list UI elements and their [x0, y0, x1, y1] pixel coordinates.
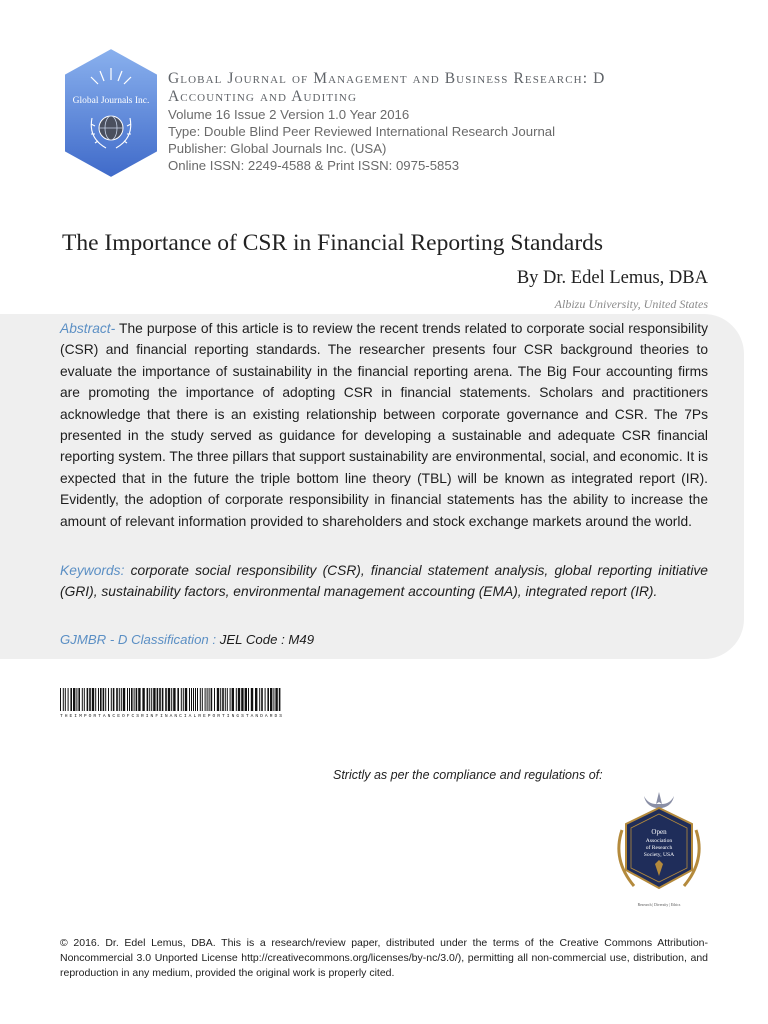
journal-header: [168, 70, 728, 174]
article-author: By Dr. Edel Lemus, DBA: [516, 268, 708, 288]
seal-line2: Association: [645, 838, 673, 844]
barcode-bar: [111, 688, 112, 711]
barcode-bar: [241, 688, 243, 711]
globe-icon: [99, 116, 123, 140]
barcode-bar: [222, 688, 224, 711]
barcode-bar: [138, 688, 140, 711]
barcode-bar: [270, 688, 272, 711]
barcode-bar: [76, 688, 77, 711]
barcode-bar: [183, 688, 184, 711]
barcode-bar: [162, 688, 164, 711]
barcode-bar: [205, 688, 206, 711]
barcode-bar: [267, 688, 269, 711]
keywords: [60, 560, 708, 603]
barcode-bar: [173, 688, 175, 711]
journal-type: Type: Double Blind Peer Reviewed International Research Journal: [168, 124, 556, 139]
trident-icon: [644, 792, 674, 808]
barcode-bar: [230, 688, 231, 711]
classification-text: JEL Code : M49: [216, 632, 315, 647]
barcode-bar: [193, 688, 194, 711]
barcode: [60, 688, 282, 718]
barcode-bar: [127, 688, 128, 711]
barcode-bar: [177, 688, 179, 711]
seal-line3: of Research: [645, 845, 673, 851]
seal-line1: Open: [651, 828, 667, 836]
barcode-bar: [195, 688, 196, 711]
barcode-bar: [151, 688, 152, 711]
barcode-bar: [185, 688, 187, 711]
barcode-bar: [211, 688, 213, 711]
barcode-bar: [168, 688, 170, 711]
barcode-bar: [89, 688, 91, 711]
barcode-bar: [255, 688, 257, 711]
barcode-bar: [119, 688, 120, 711]
classification-label: GJMBR - D Classification :: [60, 632, 217, 647]
barcode-bar: [238, 688, 240, 711]
barcode-bar: [197, 688, 198, 711]
barcode-bar: [157, 688, 159, 711]
barcode-bar: [116, 688, 118, 711]
barcode-bar: [142, 688, 144, 711]
keywords-label: Keywords:: [60, 563, 125, 578]
barcode-bar: [227, 688, 228, 711]
journal-name-line2: Accounting and Auditing: [168, 88, 358, 105]
barcode-bar: [189, 688, 190, 711]
barcode-bar: [131, 688, 133, 711]
barcode-bar: [214, 688, 215, 711]
barcode-bar: [121, 688, 122, 711]
barcode-bar: [100, 688, 102, 711]
barcode-bar: [136, 688, 138, 711]
barcode-bar: [202, 688, 203, 711]
barcode-bar: [165, 688, 167, 711]
barcode-bar: [159, 688, 161, 711]
barcode-bar: [149, 688, 150, 711]
barcode-bar: [273, 688, 274, 711]
barcode-bar: [209, 688, 210, 711]
barcode-bar: [70, 688, 72, 711]
logo-text: Global Journals Inc.: [72, 96, 150, 106]
barcode-bar: [259, 688, 260, 711]
journal-publisher: Publisher: Global Journals Inc. (USA): [168, 141, 387, 156]
barcode-bar: [134, 688, 135, 711]
barcode-bar: [171, 688, 172, 711]
barcode-bar: [225, 688, 226, 711]
barcode-bar: [181, 688, 182, 711]
barcode-bar: [105, 688, 106, 711]
barcode-bar: [248, 688, 249, 711]
article-title: The Importance of CSR in Financial Reporting Standards: [62, 230, 604, 256]
journal-issn: Online ISSN: 2249-4588 & Print ISSN: 0975-5853: [168, 158, 460, 173]
barcode-bar: [245, 688, 247, 711]
license-footer: © 2016. Dr. Edel Lemus, DBA. This is a research/review paper, distributed under the terms of the Creative Commons Attribution-Noncommercial 3.0 Unported License http://creativecommons.org/licenses/by-nc/3.0/), permitting all non-commercial use, distribution, and reproduction in any medium, provided the original work is properly cited.: [60, 937, 708, 979]
barcode-bar: [60, 688, 61, 711]
barcode-bar: [279, 688, 281, 711]
barcode-bar: [200, 688, 201, 711]
barcode-bar: [265, 688, 266, 711]
barcode-bar: [153, 688, 155, 711]
classification: [60, 632, 314, 647]
barcode-bar: [261, 688, 263, 711]
barcode-bar: [191, 688, 192, 711]
barcode-bar: [207, 688, 208, 711]
barcode-text: THEIMPORTANCEOFCSRINFINANCIALREPORTINGSTANDARDS: [60, 714, 282, 718]
journal-name-line1: Global Journal of Management and Business Research: D: [168, 70, 606, 87]
barcode-bar: [63, 688, 64, 711]
barcode-bar: [236, 688, 237, 711]
barcode-bar: [78, 688, 80, 711]
barcode-bar: [147, 688, 149, 711]
barcode-bar: [129, 688, 130, 711]
journal-volume: Volume 16 Issue 2 Version 1.0 Year 2016: [168, 107, 410, 122]
barcode-bar: [95, 688, 96, 711]
barcode-bar: [98, 688, 99, 711]
barcode-bar: [92, 688, 94, 711]
seal-tagline: Research | Diversity | Ethics: [637, 903, 681, 907]
barcode-bar: [84, 688, 85, 711]
barcode-bar: [123, 688, 125, 711]
global-journals-logo: [62, 46, 160, 180]
oars-seal: [604, 790, 714, 914]
barcode-bar: [103, 688, 105, 711]
abstract-text: The purpose of this article is to review the recent trends related to corporate social responsibility (CSR) and financial reporting standards. The researcher presents four CSR background theories to evaluate the importance of sustainability in the financial reporting arena. The Big Four accounting firms are promoting the importance of adopting CSR in financial statements. Scholars and practitioners acknowledge that there is an existing relationship between corporate governance and CSR. The 7Ps presented in the study served as guidance for developing a sustainable and adequate CSR financial reporting system. The three pillars that support sustainability are environmental, social, and economic. It is expected that in the future the triple bottom line theory (TBL) will be known as integrated report (IR). Evidently, the adoption of corporate responsibility in financial statements has the ability to increase the amount of relevant information provided to shareholders and stock exchange markets around the world.: [60, 321, 708, 529]
barcode-bar: [65, 688, 66, 711]
barcode-bar: [68, 688, 69, 711]
barcode-bar: [251, 688, 253, 711]
barcode-bar: [113, 688, 115, 711]
barcode-bar: [275, 688, 277, 711]
seal-line4: Society, USA: [643, 852, 675, 858]
barcode-bars: [60, 688, 280, 711]
barcode-bar: [87, 688, 89, 711]
barcode-bar: [73, 688, 75, 711]
barcode-bar: [220, 688, 221, 711]
compliance-note: Strictly as per the compliance and regulations of:: [333, 768, 603, 782]
abstract-label: Abstract-: [60, 321, 116, 336]
barcode-bar: [217, 688, 219, 711]
barcode-bar: [232, 688, 234, 711]
abstract: [60, 318, 708, 532]
keywords-text: corporate social responsibility (CSR), financial statement analysis, global reporting initiative (GRI), sustainability factors, environmental management accounting (EMA), integrated report (IR).: [60, 563, 708, 600]
barcode-bar: [82, 688, 83, 711]
barcode-bar: [108, 688, 109, 711]
author-affiliation: Albizu University, United States: [554, 297, 708, 311]
